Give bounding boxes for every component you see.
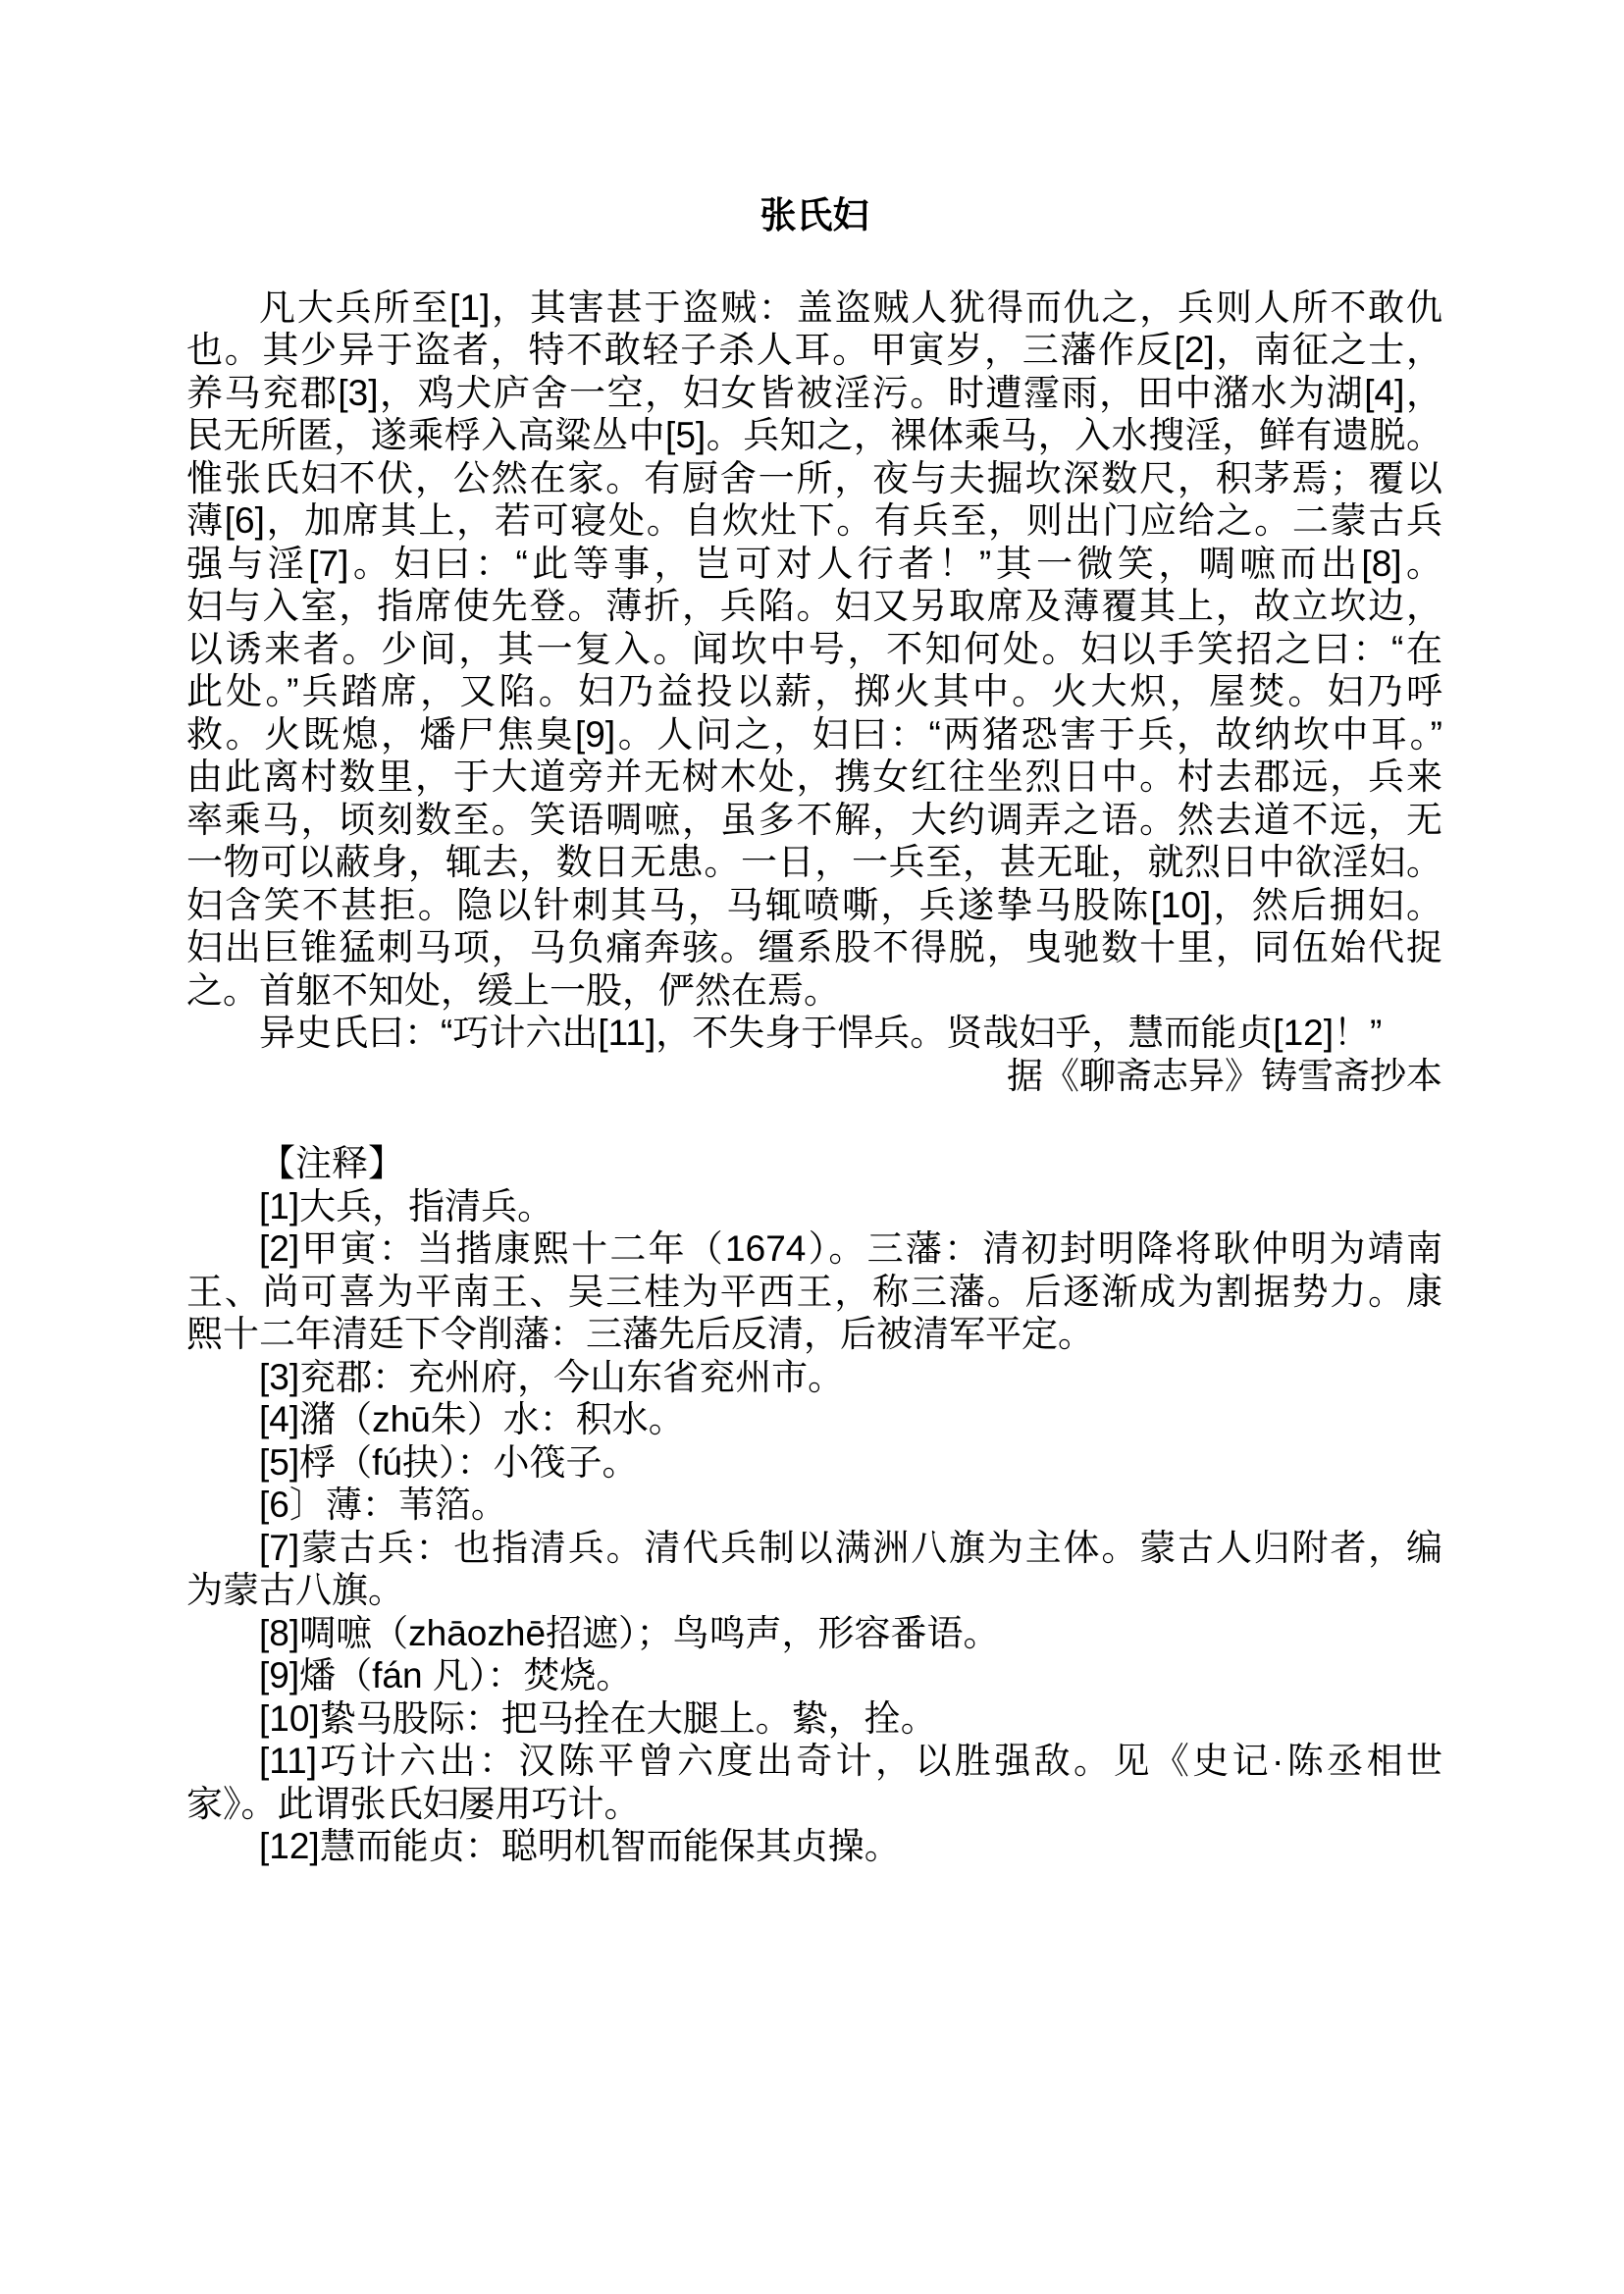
document-content	[186, 194, 1442, 1868]
text-line: 异史氏曰：“巧计六出[11]，不失身于悍兵。贤哉妇乎，慧而能贞[12]！”	[259, 1013, 1383, 1053]
note-line: [6〕薄：苇箔。	[259, 1485, 507, 1525]
text-line: 妇与入室，指席使先登。薄折，兵陷。妇又另取席及薄覆其上，故立坎边，	[186, 586, 1442, 626]
note-line: [9]燔（fán 凡）：焚烧。	[259, 1655, 633, 1695]
note-line: [11]巧计六出：汉陈平曾六度出奇计，以胜强敌。见《史记·陈丞相世	[259, 1741, 1442, 1781]
note-line: 王、尚可喜为平南王、吴三桂为平西王，称三藩。后逐渐成为割据势力。康	[186, 1271, 1442, 1312]
text-line: 一物可以蔽身，辄去，数日无患。一日，一兵至，甚无耻，就烈日中欲淫妇。	[186, 842, 1442, 882]
text-line: 也。其少异于盗者，特不敢轻子杀人耳。甲寅岁，三藩作反[2]，南征之士，	[186, 330, 1442, 370]
text-line: 以诱来者。少间，其一复入。闻坎中号，不知何处。妇以手笑招之曰：“在	[186, 628, 1442, 669]
text-line: 妇出巨锥猛刺马项，马负痛奔骇。缰系股不得脱，曳驰数十里，同伍始代捉	[186, 927, 1442, 967]
text-line: 之。首躯不知处，缓上一股，俨然在焉。	[186, 969, 840, 1011]
note-line: [12]慧而能贞：聪明机智而能保其贞操。	[259, 1826, 901, 1866]
text-line: 率乘马，顷刻数至。笑语啁嗻，虽多不解，大约调弄之语。然去道不远，无	[186, 799, 1442, 840]
text-line: 救。火既熄，燔尸焦臭[9]。人问之，妇曰：“两猪恐害于兵，故纳坎中耳。”	[186, 713, 1442, 755]
text-line: 由此离村数里，于大道旁并无树木处，携女红往坐烈日中。村去郡远，兵来	[186, 756, 1442, 797]
text-line: 此处。”兵踏席，又陷。妇乃益投以薪，掷火其中。火大炽，屋焚。妇乃呼	[186, 671, 1442, 711]
text-line: 养马兖郡[3]，鸡犬庐舍一空，妇女皆被淫污。时遭霪雨，田中潴水为湖[4]，	[186, 372, 1442, 413]
text-line: 妇含笑不甚拒。隐以针刺其马，马辄喷嘶，兵遂挚马股陈[10]，然后拥妇。	[186, 884, 1442, 925]
note-line: [10]絷马股际：把马拴在大腿上。絷，拴。	[259, 1697, 937, 1739]
note-line: [7]蒙古兵：也指清兵。清代兵制以满洲八旗为主体。蒙古人归附者，编	[259, 1527, 1442, 1568]
text-line: 凡大兵所至[1]，其害甚于盗贼：盖盗贼人犹得而仇之，兵则人所不敢仇	[259, 287, 1442, 328]
text-line: 惟张氏妇不伏，公然在家。有厨舍一所，夜与夫掘坎深数尺，积茅焉；覆以	[186, 457, 1442, 498]
main-paragraph	[186, 287, 1442, 1098]
text-line: 强与淫[7]。妇曰：“此等事，岂可对人行者！”其一微笑，啁嗻而出[8]。	[186, 543, 1442, 584]
note-line: 熙十二年清廷下令削藩：三藩先后反清，后被清军平定。	[186, 1314, 1094, 1354]
note-line: [3]兖郡：充州府，今山东省兖州市。	[259, 1356, 845, 1397]
note-line: [5]桴（fú抉）：小筏子。	[259, 1441, 639, 1483]
note-line: [1]大兵，指清兵。	[259, 1185, 554, 1226]
notes-heading: 【注释】	[259, 1143, 404, 1183]
note-line: [2]甲寅：当揩康熙十二年（1674）。三藩：清初封明降将耿仲明为靖南	[259, 1228, 1442, 1269]
note-line: [8]啁嗻（zhāozhē招遮）；鸟鸣声，形容番语。	[259, 1612, 1000, 1653]
page-title: 张氏妇	[760, 195, 869, 235]
notes-section	[186, 1142, 1442, 1868]
text-line: 民无所匿，遂乘桴入高粱丛中[5]。兵知之，裸体乘马，入水搜淫，鲜有遗脱。	[186, 415, 1442, 455]
source-attribution: 据《聊斋志异》铸雪斋抄本	[1007, 1055, 1442, 1096]
note-line: [4]潴（zhū朱）水：积水。	[259, 1399, 685, 1439]
note-line: 家》。此谓张氏妇屡用巧计。	[186, 1783, 641, 1824]
note-line: 为蒙古八旗。	[186, 1570, 404, 1610]
text-line: 薄[6]，加席其上，若可寝处。自炊灶下。有兵至，则出门应给之。二蒙古兵	[186, 500, 1442, 541]
